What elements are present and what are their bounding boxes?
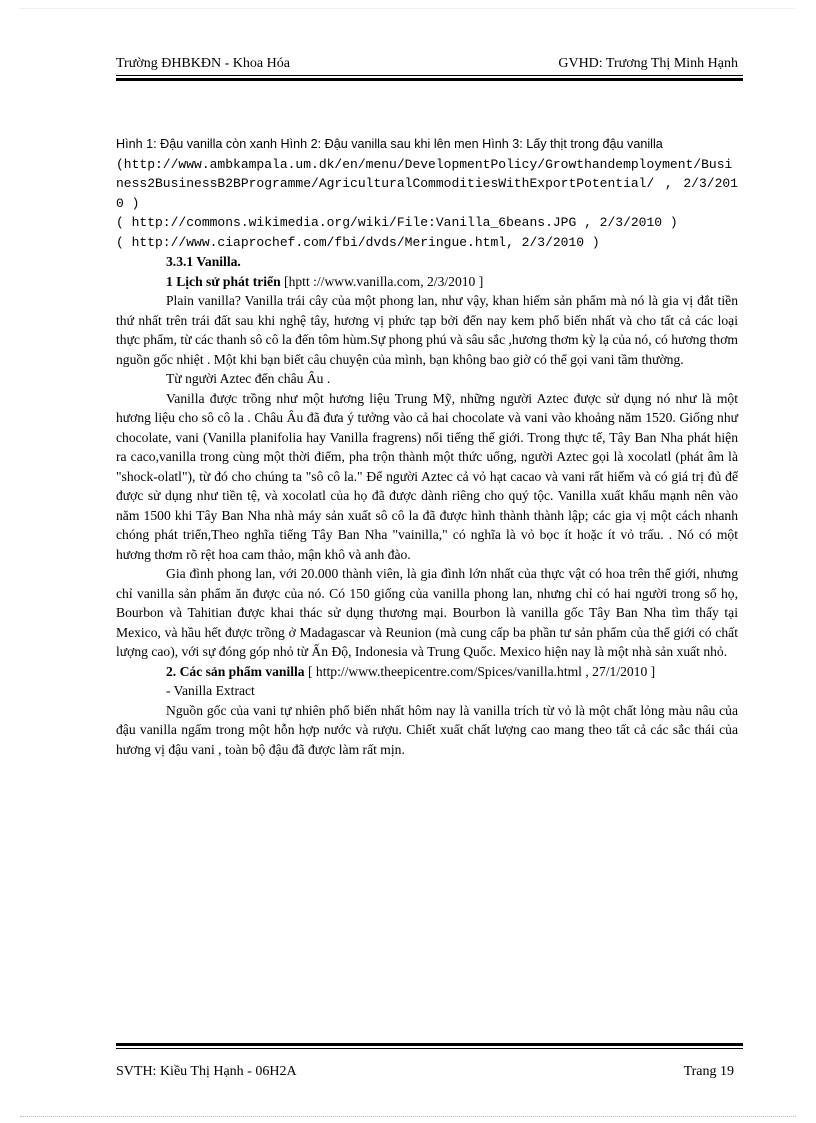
page-footer <box>116 1064 738 1082</box>
reference-3: ( http://www.ciaprochef.com/fbi/dvds/Meringue.html, 2/3/2010 ) <box>116 234 600 250</box>
header-rule-thick <box>116 78 743 81</box>
footer-rule-thin <box>116 1048 743 1049</box>
page-header <box>116 56 738 74</box>
subsection-2-title: 2. Các sản phẩm vanilla <box>166 663 305 679</box>
figure-captions: Hình 1: Đậu vanilla còn xanh Hình 2: Đậu vanilla sau khi lên men Hình 3: Lấy thịt trong đậu vanilla <box>116 137 663 151</box>
subsection-1-title: 1 Lịch sử phát triển <box>166 273 281 289</box>
header-rule-thin <box>116 75 743 76</box>
document-body <box>116 135 738 759</box>
header-school: Trường ĐHBKĐN - Khoa Hóa <box>116 56 290 71</box>
paragraph-2: Từ người Aztec đến châu Âu . <box>166 371 331 386</box>
subsection-2-ref: [ http://www.theepicentre.com/Spices/vanilla.html , 27/1/2010 ] <box>304 663 656 679</box>
page-number: Trang 19 <box>683 1064 734 1079</box>
paragraph-5: Nguồn gốc của vani tự nhiên phổ biến nhất hôm nay là vanilla trích từ vỏ là một chất lỏng màu nâu của đậu vanilla ngấm trong một hỗn hợp nước và rượu. Chiết xuất chất lượng cao mang theo tất cả các sắc thái của hương vị đậu vani , toàn bộ đậu đã được làm rất mịn. <box>116 702 738 757</box>
reference-1: (http://www.ambkampala.um.dk/en/menu/DevelopmentPolicy/Growthandemployment/Business2BusinessB2BProgramme/AgriculturalCommoditiesWithExportPotential/ , 2/3/2010 ) <box>116 156 738 211</box>
header-advisor: GVHD: Trương Thị Minh Hạnh <box>558 56 738 71</box>
footer-student: SVTH: Kiều Thị Hạnh - 06H2A <box>116 1064 297 1079</box>
paragraph-3: Vanilla được trồng như một hương liệu Trung Mỹ, những người Aztec được sử dụng nó như là một hương liệu cho sô cô la . Châu Âu đã đưa ý tưởng vào cả hai chocolate và vani vào khoảng năm 1520. Giống như chocolate, vani (Vanilla planifolia hay Vanilla fragrens) nổi tiếng thế giới. Trong thực tế, Tây Ban Nha phát hiện ra caco,vanilla trong cùng một thời điểm, pha trộn thành một thức uống, người Aztec gọi là xocolatl (phát âm là "shock-olatl"), từ đó cho chúng ta "sô cô la." Để người Aztec cả vỏ hạt cacao và vani rất hiếm và có giá trị đủ để được sử dụng như tiền tệ, và xocolatl của họ đã được dành riêng cho quý tộc. Vanilla xuất khẩu mạnh nên vào năm 1500 khi Tây Ban Nha nhà máy sản xuất sô cô la đã được hình thành thành lập; các gia vị một cách nhanh chóng phát triển,Theo nghĩa tiếng Tây Ban Nha "vainilla," có nghĩa là vỏ bọc ít hoặc ít vỏ trấu. . Nó có một hương thơm rõ rệt hoa cam thảo, mận khô và anh đào. <box>116 390 738 562</box>
reference-2: ( http://commons.wikimedia.org/wiki/File:Vanilla_6beans.JPG , 2/3/2010 ) <box>116 215 678 230</box>
subsection-1-ref: [hptt ://www.vanilla.com, 2/3/2010 ] <box>280 273 484 289</box>
list-item-extract: - Vanilla Extract <box>166 683 255 698</box>
subsection-2 <box>116 662 738 682</box>
subsection-1 <box>116 272 738 292</box>
paragraph-4: Gia đình phong lan, với 20.000 thành viên, là gia đình lớn nhất của thực vật có hoa trên thế giới, nhưng chỉ vanilla sản phẩm ăn được của nó. Có 150 giống của vanilla phong lan, nhưng chỉ có hai người trong số họ, Bourbon và Tahitian được khai thác sử dụng thương mại. Bourbon là vanilla gốc Tây Ban Nha tìm thấy tại Mexico, và hầu hết được trồng ở Madagascar và Reunion (mà cung cấp ba phần tư sản phẩm của thế giới có chất lượng cao), với sự đóng góp nhỏ từ Ấn Độ, Indonesia và Trung Quốc. Mexico hiện nay là một nhà sản xuất nhỏ. <box>116 566 738 659</box>
paragraph-1: Plain vanilla? Vanilla trái cây của một phong lan, như vậy, khan hiếm sản phẩm mà nó là gia vị đắt tiền thứ nhất trên trái đất sau khi nghệ tây, hương vị phức tạp bởi đến nay kem phổ biến nhất và cho tất cả các loại thực phẩm, từ các thanh sô cô la đến tôm hùm.Sự phong phú và sâu sắc ,hương thơm kỳ lạ của nó, có hương thơm nguồn gốc nhiệt . Một khi bạn biết câu chuyện của mình, bạn không bao giờ có thể gọi vani tầm thường. <box>116 293 738 367</box>
section-heading: 3.3.1 Vanilla. <box>166 254 241 269</box>
footer-rule-thick <box>116 1043 743 1046</box>
page-top-edge <box>20 8 796 9</box>
page-bottom-edge <box>20 1116 796 1117</box>
